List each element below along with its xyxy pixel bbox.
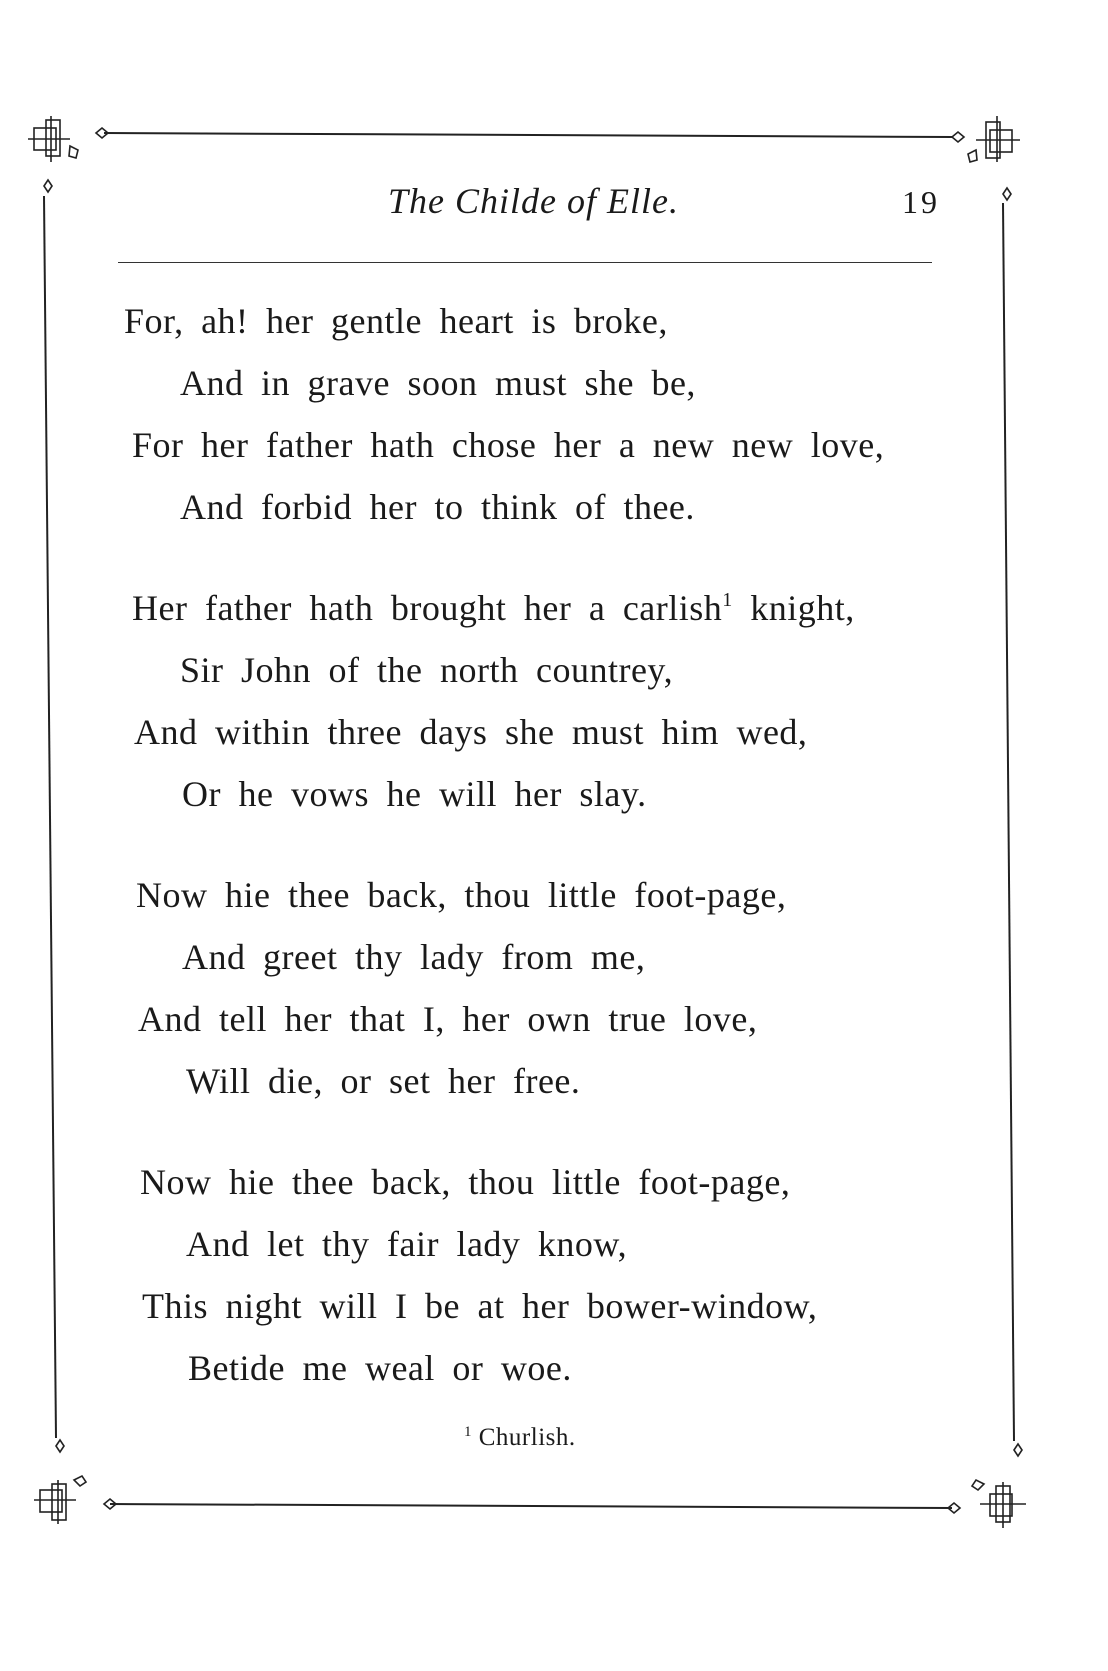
line-text: Will die, or set her free.: [186, 1061, 581, 1101]
poem-line: [0, 1161, 1108, 1223]
line-text: [132, 587, 1108, 629]
poem-line: [0, 874, 1108, 936]
footnote: [464, 1424, 576, 1452]
line-text: And within three days she must him wed,: [134, 712, 808, 752]
poem-line: [0, 711, 1108, 773]
poem-line: [0, 773, 1108, 835]
line-text: Betide me weal or woe.: [188, 1348, 572, 1388]
line-text-part: knight,: [732, 588, 855, 628]
corner-ornament-bottom-left: [34, 1440, 116, 1524]
poem-line: [0, 1347, 1108, 1409]
corner-ornament-bottom-right: [948, 1444, 1026, 1528]
header-rule: [118, 262, 932, 263]
line-text: Or he vows he will her slay.: [182, 774, 647, 814]
line-text: And greet thy lady from me,: [182, 937, 646, 977]
line-text: And tell her that I, her own true love,: [138, 999, 758, 1039]
stanza: [0, 874, 1108, 1122]
line-text: This night will I be at her bower-window,: [142, 1286, 818, 1326]
footnote-reference: 1: [722, 589, 733, 611]
poem-line: [0, 1223, 1108, 1285]
poem-line: [0, 424, 1108, 486]
line-text: Sir John of the north countrey,: [180, 650, 674, 690]
footnote-text: Churlish.: [472, 1424, 576, 1451]
poem-line: [0, 1285, 1108, 1347]
stanza: [0, 1161, 1108, 1409]
poem-body: [0, 300, 1108, 1409]
page-title: The Childe of Elle.: [388, 181, 679, 221]
poem-line: [0, 649, 1108, 711]
line-text-part: Her father hath brought her a carlish: [132, 588, 723, 628]
page-number: 19: [902, 184, 940, 220]
poem-line: [0, 998, 1108, 1060]
running-header: [0, 180, 1108, 240]
line-text: And let thy fair lady know,: [186, 1224, 628, 1264]
stanza: [0, 587, 1108, 835]
footnote-mark: 1: [464, 1424, 472, 1440]
line-text: Now hie thee back, thou little foot-page,: [140, 1162, 791, 1202]
line-text: And forbid her to think of thee.: [180, 487, 695, 527]
stanza: [0, 300, 1108, 548]
poem-line: [0, 936, 1108, 998]
line-text: For her father hath chose her a new new love,: [132, 425, 885, 465]
poem-line: [0, 362, 1108, 424]
line-text: Now hie thee back, thou little foot-page,: [136, 875, 787, 915]
line-text: And in grave soon must she be,: [180, 363, 696, 403]
poem-line: [0, 300, 1108, 362]
poem-line: [0, 587, 1108, 649]
line-text: For, ah! her gentle heart is broke,: [124, 301, 668, 341]
poem-line: [0, 486, 1108, 548]
poem-line: [0, 1060, 1108, 1122]
